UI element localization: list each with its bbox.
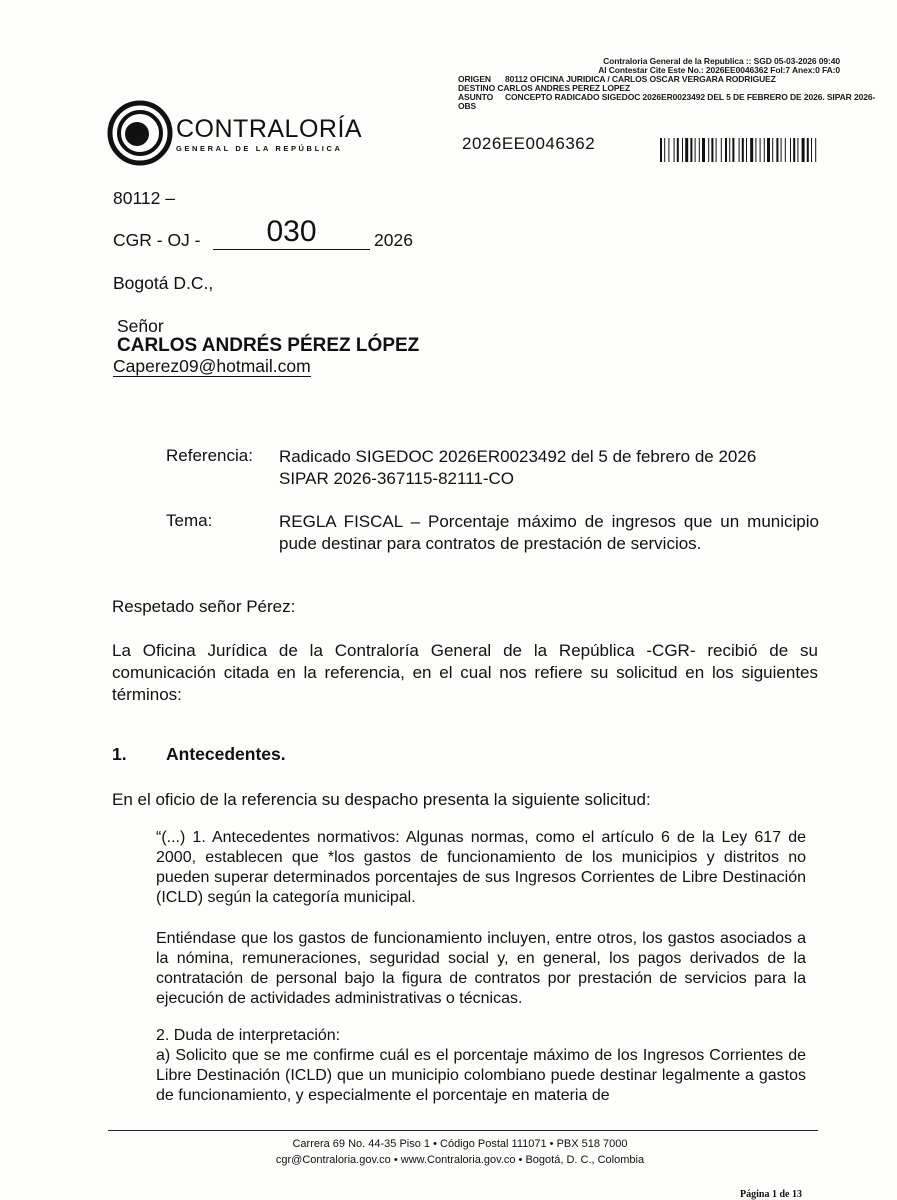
intro-paragraph: La Oficina Jurídica de la Contraloría General de la República -CGR- recibió de su comunicación citada en la referencia, en el cual nos refiere su solicitud en los siguientes términos: (112, 641, 818, 704)
barcode-bar (695, 138, 696, 162)
barcode-bar (807, 138, 809, 162)
reference-line-2: SIPAR 2026-367115-82111-CO (279, 469, 514, 488)
stamp-destino-value: CARLOS ANDRES PEREZ LOPEZ (497, 83, 631, 93)
barcode-bar (732, 138, 734, 162)
barcode-bar (739, 138, 740, 162)
stamp-obs-label: OBS (458, 101, 477, 111)
barcode-bar (668, 138, 669, 162)
recipient-email[interactable]: Caperez09@hotmail.com (113, 356, 311, 376)
barcode-bar (781, 138, 782, 162)
quote-paragraph-2: Entiéndase que los gastos de funcionamiento incluyen, entre otros, los gastos asociados a la nómina, remuneraciones, seguridad social y, en general, los pagos derivados de la contratación de personal bajo la figura de contratos por prestación de servicios para la ejecución de actividades administrativas o técnicas. (156, 930, 806, 1007)
barcode-bar (811, 138, 812, 162)
barcode-bar (746, 138, 747, 162)
quote-subtitle: 2. Duda de interpretación: (156, 1027, 341, 1044)
cgr-prefix: CGR - OJ - (113, 230, 201, 250)
barcode-bar (742, 138, 744, 162)
barcode (660, 138, 880, 162)
barcode-bar (708, 138, 709, 162)
barcode-bar (685, 138, 688, 162)
document-year: 2026 (374, 230, 413, 250)
office-code: 80112 – (113, 188, 175, 208)
logo-subtitle: GENERAL DE LA REPÚBLICA (176, 144, 343, 153)
stamp-line-2: Al Contestar Cite Este No.: 2026EE0046362 Fol:7 Anex:0 FA:0 (598, 65, 840, 75)
barcode-bar (776, 138, 778, 162)
barcode-bar (711, 138, 713, 162)
barcode-bar (755, 138, 756, 162)
tema-label: Tema: (166, 511, 213, 530)
barcode-bar (802, 138, 805, 162)
barcode-bar (660, 138, 662, 162)
tema-text: REGLA FISCAL – Porcentaje máximo de ingresos que un municipio pude destinar para contratos de prestación de servicios. (279, 512, 819, 553)
stamp-asunto (458, 93, 897, 102)
barcode-bar (716, 138, 717, 162)
stamp-origen-value: 80112 OFICINA JURIDICA / CARLOS OSCAR VERGARA RODRIGUEZ (505, 74, 776, 84)
section-number: 1. (112, 744, 127, 764)
contraloria-logo-icon (107, 100, 173, 166)
stamp-obs (458, 102, 897, 111)
quote-paragraph-3: a) Solicito que se me confirme cuál es el porcentaje máximo de los Ingresos Corrientes de Libre Destinación (ICLD) que un municipio colombiano puede destinar legalmente a gastos de funcionamiento, y especialmente el porcentaje en materia de (156, 1047, 806, 1104)
section-title: Antecedentes. (166, 744, 286, 764)
reference-label: Referencia: (166, 446, 253, 465)
footer-contact: cgr@Contraloria.gov.co • www.Contraloria.gov.co • Bogotá, D. C., Colombia (275, 1154, 645, 1166)
barcode-bar (702, 138, 705, 162)
barcode-bar (677, 138, 679, 162)
stamp-destino-label: DESTINO (458, 83, 496, 93)
stamp-asunto-label: ASUNTO (458, 92, 494, 102)
radicado-number: 2026EE0046362 (462, 134, 596, 153)
filing-stamp (458, 57, 897, 111)
footer-address: Carrera 69 No. 44-35 Piso 1 • Código Postal 111071 • PBX 518 7000 (292, 1138, 628, 1150)
barcode-bar (785, 138, 786, 162)
section-intro: En el oficio de la referencia su despacho presenta la siguiente solicitud: (112, 790, 651, 809)
barcode-bar (682, 138, 683, 162)
barcode-bar (797, 138, 798, 162)
stamp-origen-label: ORIGEN (458, 74, 491, 84)
cgr-reference (113, 230, 201, 251)
barcode-bar (772, 138, 773, 162)
logo-name: CONTRALORÍA (176, 115, 363, 143)
barcode-bar (721, 138, 722, 162)
stamp-asunto-value: CONCEPTO RADICADO SIGEDOC 2026ER0023492 DEL 5 DE FEBRERO DE 2026. SIPAR 2026- (505, 92, 876, 102)
footer-divider (108, 1130, 818, 1131)
barcode-bar (729, 138, 730, 162)
barcode-bar (767, 138, 770, 162)
barcode-bar (790, 138, 791, 162)
barcode-bar (725, 138, 727, 162)
recipient-name: CARLOS ANDRÉS PÉREZ LÓPEZ (117, 335, 420, 356)
quote-paragraph-1: “(...) 1. Antecedentes normativos: Algunas normas, como el artículo 6 de la Ley 617 de 2000, establecen que *los gastos de funcionamiento de los municipios y distritos no pueden superar determinados porcentajes de sus Ingresos Corrientes de Libre Destinación (ICLD) según la categoría municipal. (156, 829, 806, 906)
barcode-bar (793, 138, 795, 162)
barcode-bar (764, 138, 765, 162)
document-number: 030 (213, 215, 370, 250)
logo-wordmark (176, 117, 362, 153)
barcode-bar (760, 138, 761, 162)
barcode-bar (815, 138, 816, 162)
stamp-line-1: Contraloria General de la Republica :: SGD 05-03-2026 09:40 (603, 56, 840, 66)
barcode-bar (699, 138, 700, 162)
barcode-bar (690, 138, 692, 162)
barcode-bar (664, 138, 665, 162)
city-line: Bogotá D.C., (113, 273, 214, 293)
reference-line-1: Radicado SIGEDOC 2026ER0023492 del 5 de febrero de 2026 (279, 447, 757, 466)
barcode-bar (674, 138, 675, 162)
greeting: Respetado señor Pérez: (112, 597, 296, 616)
salutation: Señor (117, 316, 164, 336)
page-number: Página 1 de 13 (740, 1189, 802, 1200)
barcode-bar (750, 138, 753, 162)
